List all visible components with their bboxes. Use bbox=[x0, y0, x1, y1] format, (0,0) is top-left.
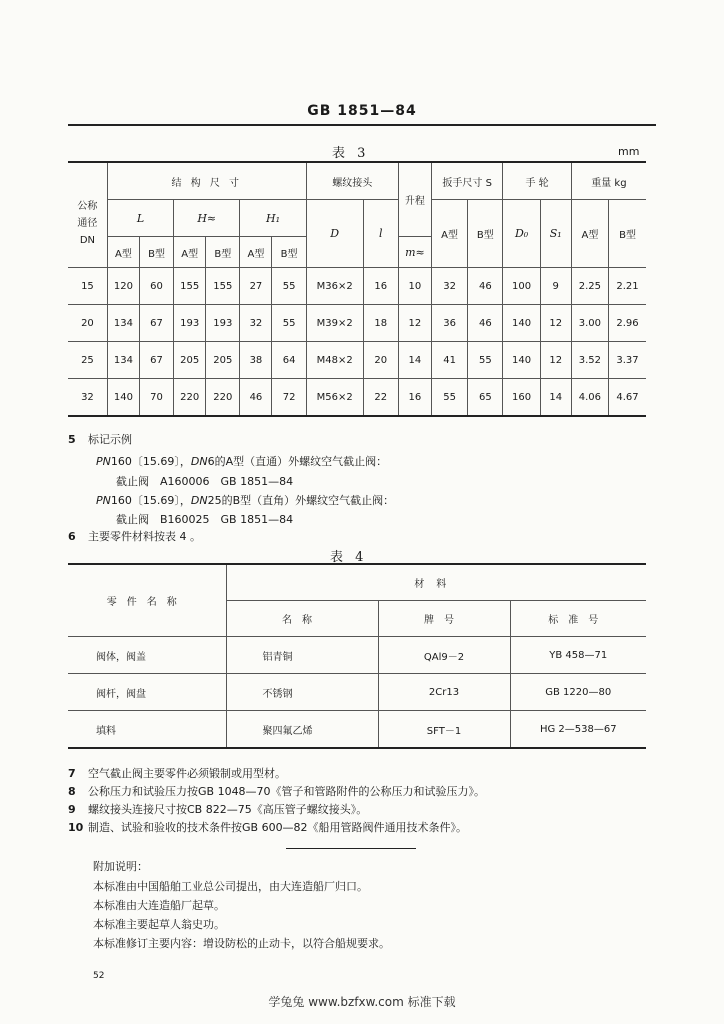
dn-symbol: DN bbox=[190, 455, 208, 468]
clause-number: 8 bbox=[68, 785, 76, 798]
clause-text: 螺纹接头连接尺寸按CB 822—75《高压管子螺纹接头》。 bbox=[88, 803, 368, 816]
table-cell: 12 bbox=[540, 305, 571, 342]
section6 bbox=[68, 529, 201, 545]
table3 bbox=[68, 161, 646, 417]
watermark-text: 学兔兔 www.bzfxw.com 标准下载 bbox=[268, 995, 456, 1009]
table-cell: 155 bbox=[206, 268, 240, 305]
table-cell: 阀体，阀盖 bbox=[68, 637, 226, 674]
table-cell: GB 1220—80 bbox=[510, 674, 646, 711]
weight-typeA-header: A型 bbox=[571, 200, 608, 268]
wrench-typeB-header: B型 bbox=[468, 200, 503, 268]
page-number: 52 bbox=[93, 971, 105, 981]
table-cell: 2.96 bbox=[609, 305, 646, 342]
table-cell: 140 bbox=[503, 342, 540, 379]
table-cell: 120 bbox=[107, 268, 139, 305]
dn-symbol: DN bbox=[190, 494, 208, 507]
table4-title: 表 4 bbox=[330, 550, 368, 565]
notes-line: 本标准由中国船舶工业总公司提出，由大连造船厂归口。 bbox=[93, 880, 368, 893]
table-cell: 134 bbox=[107, 342, 139, 379]
table-cell: 72 bbox=[272, 379, 306, 417]
table-cell: 32 bbox=[431, 268, 467, 305]
table3-unit: mm bbox=[618, 145, 640, 158]
table-cell: 41 bbox=[431, 342, 467, 379]
table-cell: 100 bbox=[503, 268, 540, 305]
table-cell: 134 bbox=[107, 305, 139, 342]
clause-10 bbox=[68, 820, 467, 836]
S1-header: S₁ bbox=[540, 200, 571, 268]
section-number: 6 bbox=[68, 530, 76, 543]
material-header: 材料 bbox=[226, 564, 646, 601]
table-cell: 64 bbox=[272, 342, 306, 379]
table-cell: 20 bbox=[363, 342, 398, 379]
table-cell: 60 bbox=[139, 268, 173, 305]
mark-example-line-4: 截止阀 B160025 GB 1851—84 bbox=[116, 513, 294, 526]
clause-number: 9 bbox=[68, 803, 76, 816]
table-cell: 16 bbox=[363, 268, 398, 305]
table-cell: QAl9－2 bbox=[378, 637, 510, 674]
table-cell: 9 bbox=[540, 268, 571, 305]
table-cell: 4.67 bbox=[609, 379, 646, 417]
clause-9 bbox=[68, 802, 367, 818]
D-header: D bbox=[306, 200, 363, 268]
table-cell: 193 bbox=[174, 305, 206, 342]
L-typeA-header: A型 bbox=[107, 237, 139, 268]
table-cell: 4.06 bbox=[571, 379, 608, 417]
table-cell: 67 bbox=[139, 342, 173, 379]
table-cell: 55 bbox=[468, 342, 503, 379]
weight-typeB-header: B型 bbox=[609, 200, 646, 268]
table-cell: 不锈钢 bbox=[226, 674, 378, 711]
pn-symbol: PN bbox=[96, 494, 111, 507]
table-row bbox=[68, 711, 646, 749]
table3-title: 表 3 bbox=[332, 146, 370, 161]
notes-line: 本标准由大连造船厂起草。 bbox=[93, 899, 225, 912]
lift-header: 升程 bbox=[398, 162, 431, 237]
table-cell: 46 bbox=[468, 268, 503, 305]
H-typeB-header: B型 bbox=[206, 237, 240, 268]
table-cell: 220 bbox=[206, 379, 240, 417]
D0-header: D₀ bbox=[503, 200, 540, 268]
material-standard-header: 标准号 bbox=[510, 601, 646, 637]
table-row bbox=[68, 342, 646, 379]
weight-header: 重量 kg bbox=[571, 162, 646, 200]
mark-example-text: 25的B型（直角）外螺纹空气截止阀： bbox=[207, 494, 395, 507]
table-cell: 15 bbox=[68, 268, 107, 305]
table-row bbox=[68, 674, 646, 711]
table-row bbox=[68, 637, 646, 674]
table-cell: 25 bbox=[68, 342, 107, 379]
notes-divider bbox=[286, 848, 416, 849]
table4 bbox=[68, 563, 646, 749]
table-cell: M56×2 bbox=[306, 379, 363, 417]
clause-number: 7 bbox=[68, 767, 76, 780]
mark-example-line-3 bbox=[96, 492, 394, 508]
clause-7 bbox=[68, 766, 286, 782]
table-cell: 14 bbox=[540, 379, 571, 417]
table-cell: 36 bbox=[431, 305, 467, 342]
table-cell: 2.21 bbox=[609, 268, 646, 305]
handwheel-header: 手 轮 bbox=[503, 162, 571, 200]
wrench-size-header: 扳手尺寸 S bbox=[431, 162, 502, 200]
material-name-header: 名称 bbox=[226, 601, 378, 637]
lift-unit-header: m≈ bbox=[398, 237, 431, 268]
mark-example-text: 6的A型（直通）外螺纹空气截止阀： bbox=[207, 455, 388, 468]
mark-example-line-1 bbox=[96, 453, 387, 469]
table-cell: 46 bbox=[468, 305, 503, 342]
table-row bbox=[68, 268, 646, 305]
table-cell: 铝青铜 bbox=[226, 637, 378, 674]
clause-8 bbox=[68, 784, 485, 800]
table-row bbox=[68, 379, 646, 417]
nominal-size-label: 公称 通径 DN bbox=[77, 201, 98, 246]
table-cell: SFT－1 bbox=[378, 711, 510, 749]
table-cell: 55 bbox=[272, 268, 306, 305]
table-cell: 27 bbox=[240, 268, 272, 305]
table-cell: 2Cr13 bbox=[378, 674, 510, 711]
clause-number: 10 bbox=[68, 821, 84, 834]
L-typeB-header: B型 bbox=[139, 237, 173, 268]
table-cell: 3.37 bbox=[609, 342, 646, 379]
table-cell: 20 bbox=[68, 305, 107, 342]
structure-dimensions-header: 结 构 尺 寸 bbox=[107, 162, 306, 200]
section-text: 主要零件材料按表 4 。 bbox=[88, 530, 201, 543]
nominal-size-header bbox=[68, 162, 107, 268]
table-row bbox=[68, 305, 646, 342]
table-cell: 阀杆，阀盘 bbox=[68, 674, 226, 711]
table-cell: 55 bbox=[431, 379, 467, 417]
table-cell: 聚四氟乙烯 bbox=[226, 711, 378, 749]
table-cell: 18 bbox=[363, 305, 398, 342]
clause-text: 制造、试验和验收的技术条件按GB 600—82《船用管路阀件通用技术条件》。 bbox=[88, 821, 468, 834]
notes-title: 附加说明： bbox=[93, 860, 148, 873]
table-cell: 38 bbox=[240, 342, 272, 379]
H1-typeA-header: A型 bbox=[240, 237, 272, 268]
table-cell: 12 bbox=[540, 342, 571, 379]
table-cell: 160 bbox=[503, 379, 540, 417]
table-cell: 32 bbox=[240, 305, 272, 342]
table-cell: 220 bbox=[174, 379, 206, 417]
H-typeA-header: A型 bbox=[174, 237, 206, 268]
pn-symbol: PN bbox=[96, 455, 111, 468]
table-cell: 3.00 bbox=[571, 305, 608, 342]
table-cell: 65 bbox=[468, 379, 503, 417]
section-number: 5 bbox=[68, 433, 76, 446]
table-cell: 22 bbox=[363, 379, 398, 417]
table-cell: 3.52 bbox=[571, 342, 608, 379]
header-rule bbox=[68, 124, 656, 126]
H1-header: H₁ bbox=[240, 200, 306, 237]
thread-joint-header: 螺纹接头 bbox=[306, 162, 398, 200]
table-cell: 67 bbox=[139, 305, 173, 342]
table-cell: 32 bbox=[68, 379, 107, 417]
H-header: H≈ bbox=[174, 200, 240, 237]
table-cell: 16 bbox=[398, 379, 431, 417]
table-cell: 140 bbox=[503, 305, 540, 342]
L-header: L bbox=[107, 200, 173, 237]
standard-code-header: GB 1851—84 bbox=[307, 103, 417, 119]
table-cell: 2.25 bbox=[571, 268, 608, 305]
table-cell: 填料 bbox=[68, 711, 226, 749]
mark-example-text: 160〔15.69〕， bbox=[110, 494, 191, 507]
mark-example-line-2: 截止阀 A160006 GB 1851—84 bbox=[116, 475, 294, 488]
table-cell: 70 bbox=[139, 379, 173, 417]
material-grade-header: 牌号 bbox=[378, 601, 510, 637]
table-cell: M39×2 bbox=[306, 305, 363, 342]
clause-text: 公称压力和试验压力按GB 1048—70《管子和管路附件的公称压力和试验压力》。 bbox=[88, 785, 486, 798]
mark-example-text: 160〔15.69〕， bbox=[110, 455, 191, 468]
part-name-header: 零件名称 bbox=[68, 564, 226, 637]
table-cell: HG 2—538—67 bbox=[510, 711, 646, 749]
table-cell: 12 bbox=[398, 305, 431, 342]
table-cell: 205 bbox=[174, 342, 206, 379]
table-cell: 193 bbox=[206, 305, 240, 342]
table-cell: 155 bbox=[174, 268, 206, 305]
table-cell: 10 bbox=[398, 268, 431, 305]
notes-line: 本标准主要起草人翁史功。 bbox=[93, 918, 225, 931]
table-cell: 140 bbox=[107, 379, 139, 417]
table-cell: 205 bbox=[206, 342, 240, 379]
l-header: l bbox=[363, 200, 398, 268]
wrench-typeA-header: A型 bbox=[431, 200, 467, 268]
table-cell: M48×2 bbox=[306, 342, 363, 379]
table-cell: 14 bbox=[398, 342, 431, 379]
section-title: 标记示例 bbox=[88, 433, 132, 446]
table-cell: YB 458—71 bbox=[510, 637, 646, 674]
H1-typeB-header: B型 bbox=[272, 237, 306, 268]
clause-text: 空气截止阀主要零件必须锻制或用型材。 bbox=[88, 767, 286, 780]
section5-heading bbox=[68, 432, 132, 448]
table-cell: 55 bbox=[272, 305, 306, 342]
table-cell: M36×2 bbox=[306, 268, 363, 305]
table-cell: 46 bbox=[240, 379, 272, 417]
notes-line: 本标准修订主要内容：增设防松的止动卡，以符合船规要求。 bbox=[93, 937, 390, 950]
